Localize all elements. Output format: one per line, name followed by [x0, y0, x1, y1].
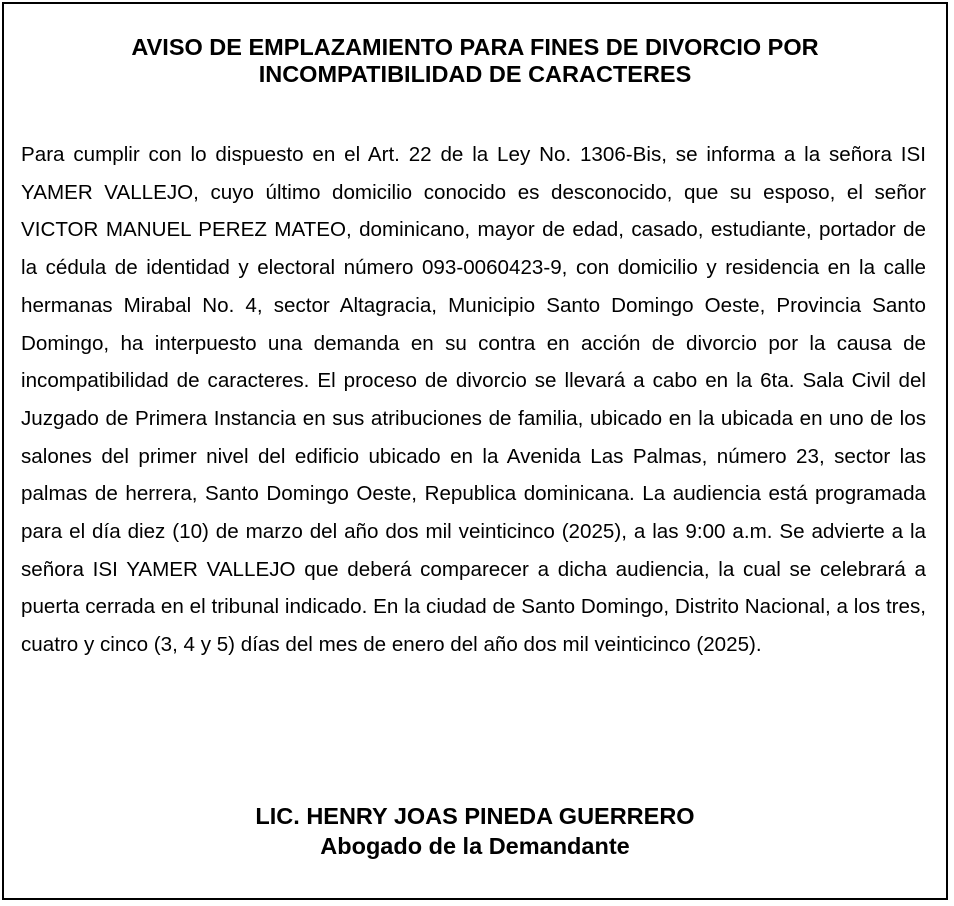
- signature-block: [4, 801, 946, 861]
- signature-role: Abogado de la Demandante: [320, 833, 630, 859]
- notice-title: [4, 34, 946, 88]
- notice-title-line-1: AVISO DE EMPLAZAMIENTO PARA FINES DE DIVORCIO POR: [131, 34, 819, 60]
- signature-name: LIC. HENRY JOAS PINEDA GUERRERO: [255, 803, 695, 829]
- notice-title-line-2: INCOMPATIBILIDAD DE CARACTERES: [258, 61, 692, 87]
- legal-notice: [2, 2, 948, 900]
- notice-body: Para cumplir con lo dispuesto en el Art. 22 de la Ley No. 1306-Bis, se informa a la señora ISI YAMER VALLEJO, cuyo último domicilio conocido es desconocido, que su esposo, el señor VICTOR MANUEL PEREZ MATEO, dominicano, mayor de edad, casado, estudiante, portador de la cédula de identidad y electoral número 093-0060423-9, con domicilio y residencia en la calle hermanas Mirabal No. 4, sector Altagracia, Municipio Santo Domingo Oeste, Provincia Santo Domingo, ha interpuesto una demanda en su contra en acción de divorcio por la causa de incompatibilidad de caracteres. El proceso de divorcio se llevará a cabo en la 6ta. Sala Civil del Juzgado de Primera Instancia en sus atribuciones de familia, ubicado en la ubicada en uno de los salones del primer nivel del edificio ubicado en la Avenida Las Palmas, número 23, sector las palmas de herrera, Santo Domingo Oeste, Republica dominicana. La audiencia está programada para el día diez (10) de marzo del año dos mil veinticinco (2025), a las 9:00 a.m. Se advierte a la señora ISI YAMER VALLEJO que deberá comparecer a dicha audiencia, la cual se celebrará a puerta cerrada en el tribunal indicado. En la ciudad de Santo Domingo, Distrito Nacional, a los tres, cuatro y cinco (3, 4 y 5) días del mes de enero del año dos mil veinticinco (2025).: [21, 143, 926, 657]
